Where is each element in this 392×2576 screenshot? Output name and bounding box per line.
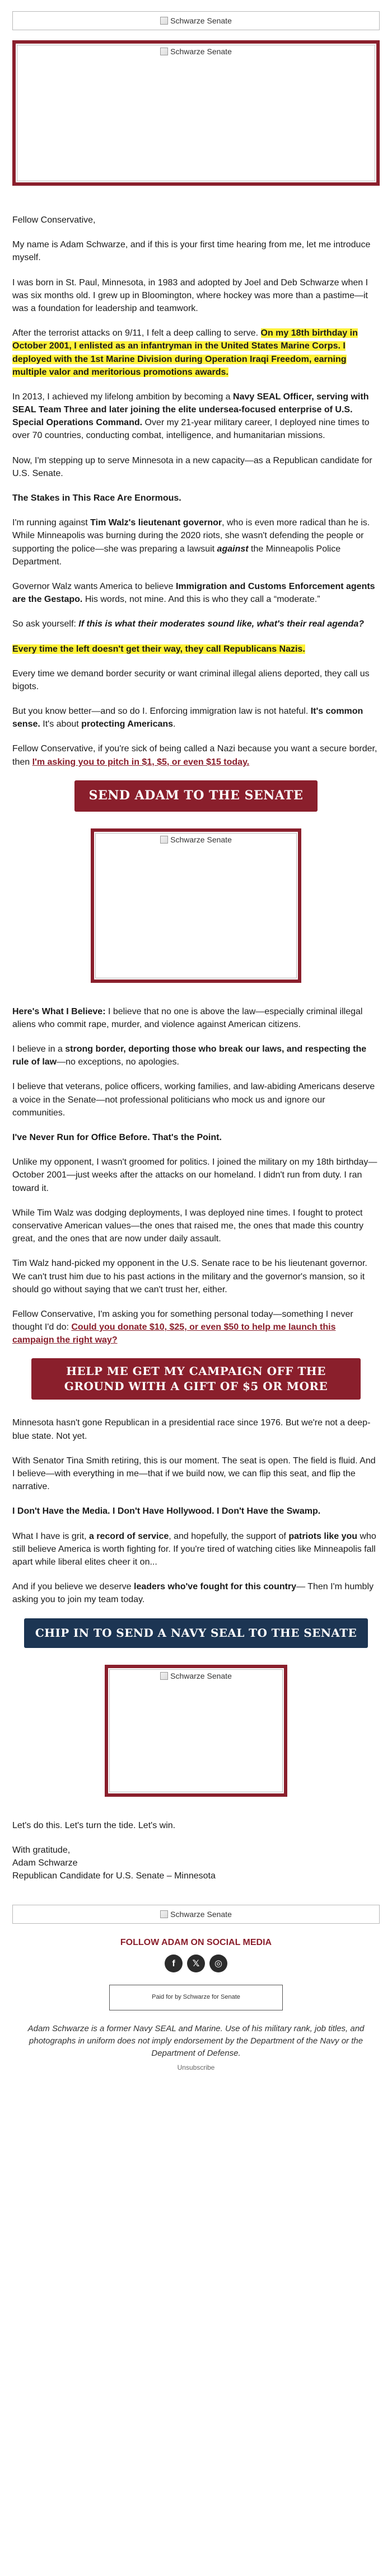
- footer: [12, 1905, 380, 2073]
- grit-paragraph: What I have is grit, a record of service, and hopefully, the support of patriots like you who still believe America is worth fighting for. If you're tired of watching cities like Minneapolis fall apart while liberal elites cheer it on...: [12, 1531, 376, 1567]
- every-time-paragraph: Every time we demand border security or want criminal illegal aliens deported, they call us bigots.: [12, 668, 370, 691]
- never-run-heading: I've Never Run for Office Before. That's the Point.: [12, 1133, 222, 1143]
- broken-image-icon: [160, 1672, 168, 1680]
- broken-image-icon: [160, 1910, 168, 1918]
- seal-paragraph: In 2013, I achieved my lifelong ambition by becoming a Navy SEAL Officer, serving with SEAL Team Three and later joining the elite undersea-focused enterprise of U.S. Special Operations Command. Over my 21-year military career, I deployed nine times to over 70 countries, conducting combat, intelligence, and humanitarian missions.: [12, 392, 370, 441]
- dodging-paragraph: While Tim Walz was dodging deployments, I was deployed nine times. I fought to protect conservative American values—the ones that raised me, the ones that made this country great, and the ones that are now under daily assault.: [12, 1208, 363, 1244]
- now-serving-paragraph: Now, I'm stepping up to serve Minnesota in a new capacity—as a Republican candidate for U.S. Senate.: [12, 455, 372, 478]
- send-adam-button[interactable]: SEND ADAM TO THE SENATE: [74, 780, 318, 812]
- footer-logo: Schwarze Senate: [12, 1905, 380, 1924]
- disclaimer: Adam Schwarze is a former Navy SEAL and Marine. Use of his military rank, job titles, and photographs in uniform does not imply endorsement by the Department of the Navy or the Department of Defense.: [27, 2024, 365, 2058]
- minnesota-paragraph: Minnesota hasn't gone Republican in a presidential race since 1976. But we're not a deep-blue state. Not yet.: [12, 1418, 371, 1441]
- hero-image: Schwarze Senate: [12, 40, 380, 186]
- unsubscribe-link[interactable]: Unsubscribe: [177, 2063, 215, 2071]
- tina-smith-paragraph: With Senator Tina Smith retiring, this is our moment. The seat is open. The field is fluid. And I believe—with everything in me—that if we build now, we can flip this seat, and flip the narrative.: [12, 1456, 376, 1492]
- donate-link[interactable]: I'm asking you to pitch in $1, $5, or even $15 today.: [32, 757, 250, 767]
- signature: With gratitude, Adam Schwarze Republican Candidate for U.S. Senate – Minnesota: [12, 1845, 216, 1881]
- enforcing-paragraph: But you know better—and so do I. Enforcing immigration law is not hateful. It's common sense. It's about protecting Americans.: [12, 707, 363, 729]
- social-links: [12, 1955, 380, 1972]
- broken-image-icon: [160, 17, 168, 25]
- broken-image-icon: [160, 836, 168, 844]
- donate-link[interactable]: Could you donate $10, $25, or even $50 to help me launch this campaign the right way?: [12, 1322, 336, 1345]
- ice-paragraph: Governor Walz wants America to believe Immigration and Customs Enforcement agents are the Gestapo. His words, not mine. And this is who they call a “moderate.”: [12, 581, 375, 605]
- campaign-ground-button[interactable]: HELP ME GET MY CAMPAIGN OFF THE GROUND WITH A GIFT OF $5 OR MORE: [31, 1358, 361, 1400]
- greeting: Fellow Conservative,: [12, 215, 96, 225]
- paid-for-box: Paid for by Schwarze for Senate: [109, 1985, 283, 2010]
- campaign-photo: Schwarze Senate: [91, 828, 301, 983]
- personal-ask-paragraph: Fellow Conservative, I'm asking you for something personal today—something I never thought I'd do: Could you donate $10, $25, or even $50 to help me launch this campaign the right way?: [12, 1309, 353, 1345]
- follow-heading: FOLLOW ADAM ON SOCIAL MEDIA: [120, 1938, 272, 1948]
- intro-paragraph: My name is Adam Schwarze, and if this is your first time hearing from me, let me introduce myself.: [12, 240, 371, 263]
- broken-image-icon: [160, 48, 168, 55]
- candidate-photo: Schwarze Senate: [105, 1665, 287, 1797]
- nazis-paragraph: Every time the left doesn't get their way, they call Republicans Nazis.: [12, 644, 305, 654]
- chip-in-button[interactable]: CHIP IN TO SEND A NAVY SEAL TO THE SENATE: [24, 1618, 368, 1648]
- closing-line: Let's do this. Let's turn the tide. Let's win.: [12, 1820, 176, 1830]
- walz-paragraph: I'm running against Tim Walz's lieutenant governor, who is even more radical than he is. While Minneapolis was burning during the 2020 riots, she wasn't defending the people or supporting the police—she was preparing a lawsuit against the Minneapolis Police Department.: [12, 518, 370, 567]
- unlike-paragraph: Unlike my opponent, I wasn't groomed for politics. I joined the military on my 18th birthday—October 2001—just weeks after the attacks on our homeland. I didn't run from duty. I ran toward it.: [12, 1157, 377, 1193]
- border-paragraph: I believe in a strong border, deporting those who break our laws, and respecting the rule of law—no exceptions, no apologies.: [12, 1044, 367, 1067]
- handpicked-paragraph: Tim Walz hand-picked my opponent in the U.S. Senate race to be his lieutenant governor. We can't trust him due to his past actions in the military and the governor's mansion, so it should go without saying that we can't trust her, either.: [12, 1259, 367, 1294]
- pitch-paragraph: Fellow Conservative, if you're sick of being called a Nazi because you want a secure border, then I'm asking you to pitch in $1, $5, or even $15 today.: [12, 744, 377, 767]
- no-media-heading: I Don't Have the Media. I Don't Have Hollywood. I Don't Have the Swamp.: [12, 1506, 321, 1517]
- instagram-icon[interactable]: ◎: [209, 1955, 227, 1972]
- leaders-paragraph: And if you believe we deserve leaders who've fought for this country— Then I'm humbly asking you to join my team today.: [12, 1582, 374, 1605]
- veterans-paragraph: I believe that veterans, police officers, working families, and law-abiding Americans deserve a voice in the Senate—not professional politicians who mock us and ignore our communities.: [12, 1082, 375, 1118]
- facebook-icon[interactable]: f: [165, 1955, 183, 1972]
- header-logo: Schwarze Senate: [12, 11, 380, 30]
- bio-paragraph: I was born in St. Paul, Minnesota, in 1983 and adopted by Joel and Deb Schwarze when I was six months old. I grew up in Bloomington, where hockey was more than a pastime—it was a foundation for leadership and teamwork.: [12, 277, 368, 313]
- service-paragraph: After the terrorist attacks on 9/11, I felt a deep calling to serve. On my 18th birthday in October 2001, I enlisted as an infantryman in the United States Marine Corps. I deployed with the 1st Marine Division during Operation Iraqi Freedom, earning multiple valor and meritorious promotions awards.: [12, 328, 358, 377]
- ask-yourself-paragraph: So ask yourself: If this is what their moderates sound like, what's their real agenda?: [12, 619, 364, 629]
- x-icon[interactable]: 𝕏: [187, 1955, 205, 1972]
- believe-paragraph: Here's What I Believe: I believe that no one is above the law—especially criminal illegal aliens who commit rape, murder, and violence against American citizens.: [12, 1006, 363, 1029]
- stakes-heading: The Stakes in This Race Are Enormous.: [12, 493, 181, 503]
